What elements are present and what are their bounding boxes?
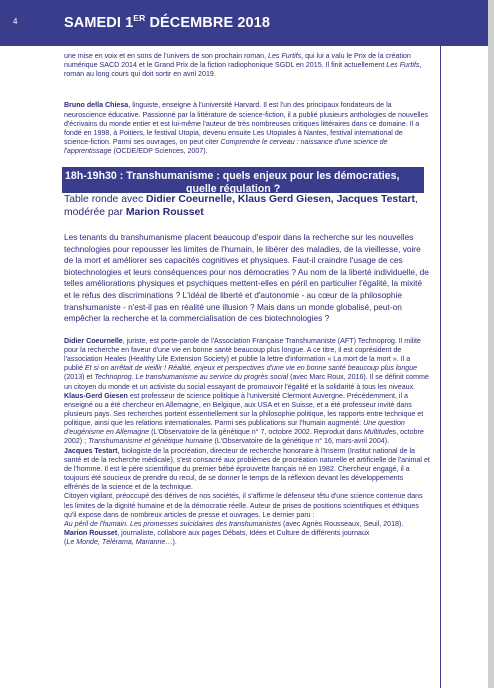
session-title-line2: quelle régulation ? [186, 182, 281, 195]
bio-didier-coeurnelle: Didier Coeurnelle, juriste, est porte-parole de l'Association Française Transhumaniste (AFT) Technoprog. Il milite pour la recherche en faveur d'une vie en bonne santé beaucoup plus longue. A ce titre, il est coprésident de l'association Heales (Healthy Life Extension Society) et publie la lettre d'information « La mort de la mort ». Il a publié Et si on arrêtait de vieillir ! Réalité, enjeux et perspectives d'une vie en bonne santé beaucoup plus longue (2013) et Technoprog. Le transhumanisme au service du progrès social (avec Marc Roux, 2016). Il se définit comme un citoyen du monde et un activiste du social essayant de promouvoir l'égalité et la solidarité à tous les niveaux. [64, 336, 429, 391]
bio-klaus-gerd-giesen: Klaus-Gerd Giesen est professeur de science politique à l'université Clermont Auvergne. Précédemment, il a enseigné ou a été chercheur en Allemagne, en Belgique, aux USA et en Suisse, et a été professeur invité dans plusieurs pays. Ses recherches portent essentiellement sur la philosophie politique, les rapports entre technique et politique, ainsi que les relations internationales. Parmi ses publications sur l'humain augmenté: Une question d'eugénisme en Allemagne (L'Observatoire de la génétique n° 7, octobre 2002. Reproduit dans Multitudes, octobre 2002) ; Transhumanisme et génétique humaine (L'Observatoire de la génétique n° 16, mars-avril 2004). [64, 391, 424, 446]
session-intro: Les tenants du transhumanisme placent beaucoup d'espoir dans la recherche sur les nouvelles technologies pour repousser les limites de l'humain, le libérer des maladies, de la vieillesse, voire de la mort et améliorer ses capacités cognitives et physiques. Faut-il craindre l'usage de ces biotechnologies et leurs conséquences pour nos démocraties ? Au nom de la liberté individuelle, de telles améliorations physiques et psychiques mettent-elles en péril en particulier l'égalité, la mixité et le refus des discriminations ? L'idéal de liberté et d'autonomie - au cœur de la philosophie transhumaniste - n'est-il pas en réalité une illusion ? Mais dans un monde globalisé, peut-on empêcher la recherche et la commercialisation de ces biotechnologies ? [64, 232, 429, 324]
page-content [64, 52, 430, 547]
session-title-line1: 18h-19h30 : Transhumanisme : quels enjeux pour les démocraties, [65, 170, 400, 183]
session-title-band [62, 167, 424, 193]
bio-bruno-della-chiesa: Bruno della Chiesa, linguiste, enseigne à l'université Harvard. Il est l'un des principaux fondateurs de la neuroscience éducative. Passionné par la littérature de science-fiction, il a publié plusieurs anthologies de nouvelles d'écrivains du monde entier et est lui-même l'auteur de très nombreuses critiques littéraires dans ce domaine. Il a fondé en 1998, à Poitiers, le festival Utopia, devenu ensuite Les Utopiales à Nantes, festival international de science-fiction. Parmi ses ouvrages, on peut citer Comprendre le cerveau : naissance d'une science de l'apprentissage (OCDE/EDP Sciences, 2007). [64, 101, 428, 156]
session-speakers: Table ronde avec Didier Coeurnelle, Klaus Gerd Giesen, Jacques Testart, modérée par Marion Rousset [64, 194, 418, 219]
header-date: SAMEDI 1ER DÉCEMBRE 2018 [64, 13, 271, 31]
page-number: 4 [13, 17, 18, 26]
page-header [0, 0, 488, 46]
page-edge-shadow [488, 0, 494, 688]
bio-jacques-testart: Jacques Testart, biologiste de la procréation, directeur de recherche honoraire à l'Inserm (Institut national de la santé et de la recherche médicale), s'est consacré aux problèmes de procréation naturelle et artificielle de l'animal et de l'homme. Il est le père scientifique du premier bébé éprouvette français né en 1982. Chercheur engagé, il a toujours été soucieux de prendre du recul, de se donner le temps de la réflexion devant les développements effrénés de la science et de la technique. Citoyen vigilant, préoccupé des dérives de nos sociétés, il s'affirme le défenseur têtu d'une science contenue dans les limites de la dignité humaine et de la démocratie réelle. Auteur de prises de positions scientifiques et éthiques qu'il expose dans de nombreux articles de presse et ouvrages. Le dernier paru : Au péril de l'humain. Les promesses suicidaires des transhumanistes (avec Agnès Rousseaux, Seuil, 2018). [64, 446, 430, 528]
bio-continuation: une mise en voix et en sons de l'univers de son prochain roman, Les Furtifs, qui lui a valu le Prix de la création numérique SACD 2014 et le Grand Prix de la fiction radiophonique SGDL en 2015. Il finit actuellement Les Furtifs, roman au long cours qui doit sortir en avril 2019. [64, 52, 422, 79]
page-vertical-rule [440, 46, 441, 688]
bio-marion-rousset: Marion Rousset, journaliste, collabore aux pages Débats, Idées et Culture de différents journaux (Le Monde, Télérama, Marianne…). [64, 529, 370, 547]
